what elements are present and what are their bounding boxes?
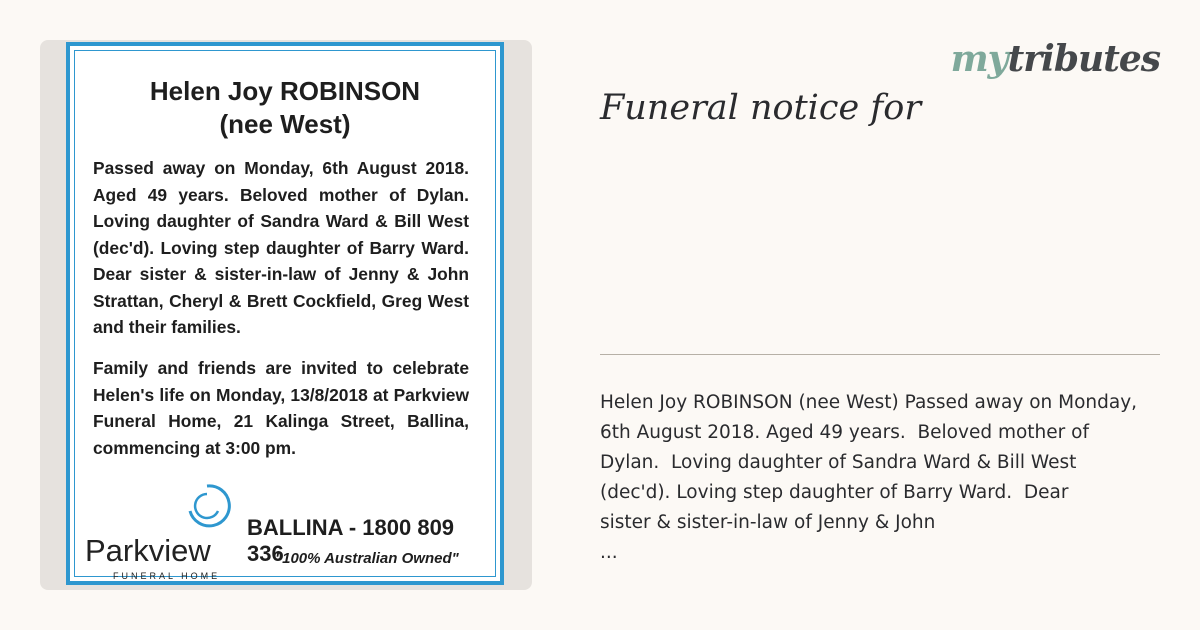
parkview-swirl-icon bbox=[182, 481, 232, 531]
parkview-logo bbox=[85, 481, 235, 581]
notice-paragraph-1: Passed away on Monday, 6th August 2018. Aged 49 years. Beloved mother of Dylan. Loving daughter of Sandra Ward & Bill West (dec'd). Loving step daughter of Barry Ward. Dear sister & sister-in-law of Jenny & John Strattan, Cheryl & Brett Cockfield, Greg West and their families. bbox=[93, 158, 469, 337]
summary-ellipsis: ... bbox=[600, 542, 618, 563]
summary-line: (dec'd). Loving step daughter of Barry Ward. Dear bbox=[600, 482, 1069, 503]
notice-name-line2: (nee West) bbox=[219, 109, 351, 139]
page-heading: Funeral notice for bbox=[600, 88, 922, 128]
notice-name-line1: Helen Joy ROBINSON bbox=[149, 76, 421, 106]
owned-tagline: "100% Australian Owned" bbox=[275, 550, 459, 567]
notice-paragraph-2: Family and friends are invited to celebrate Helen's life on Monday, 13/8/2018 at Parkview Funeral Home, 21 Kalinga Street, Ballina, commencing at 3:00 pm. bbox=[93, 358, 469, 458]
summary-line: Helen Joy ROBINSON (nee West) Passed away on Monday, bbox=[600, 392, 1138, 413]
brand-tributes: tributes bbox=[1007, 38, 1160, 80]
parkview-subtitle: FUNERAL HOME bbox=[113, 571, 221, 581]
notice-inner-border bbox=[74, 50, 496, 581]
brand-my: my bbox=[950, 38, 1008, 80]
notice-summary bbox=[600, 388, 1180, 568]
phone-line: BALLINA - 1800 809 336 bbox=[247, 515, 455, 566]
notice-name bbox=[75, 75, 495, 141]
divider bbox=[600, 354, 1160, 355]
parkview-wordmark: Parkview bbox=[85, 533, 211, 568]
mytributes-logo[interactable] bbox=[951, 38, 1160, 80]
summary-line: sister & sister-in-law of Jenny & John bbox=[600, 512, 936, 533]
summary-line: Dylan. Loving daughter of Sandra Ward & Bill West bbox=[600, 452, 1077, 473]
summary-line: 6th August 2018. Aged 49 years. Beloved mother of bbox=[600, 422, 1089, 443]
notice-frame bbox=[66, 42, 504, 585]
notice-image bbox=[40, 40, 532, 590]
